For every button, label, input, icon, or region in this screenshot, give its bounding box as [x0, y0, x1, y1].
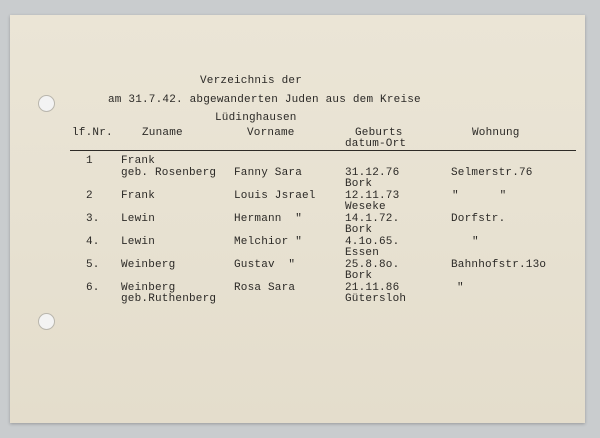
row-6-vorname: Rosa Sara	[234, 282, 296, 294]
row-2-vorname: Louis Jsrael	[234, 190, 316, 202]
row-6-zuname: Weinberg	[121, 282, 176, 294]
column-header-datum-ort: datum-Ort	[345, 138, 407, 150]
column-header-wohnung: Wohnung	[472, 127, 520, 139]
row-3-zuname: Lewin	[121, 213, 156, 225]
row-6-wohnung: "	[457, 282, 464, 294]
row-6-datum: 21.11.86	[345, 282, 400, 294]
row-5-datum: 25.8.8o.	[345, 259, 400, 271]
row-2-ort: Weseke	[345, 201, 386, 213]
row-2-nr: 2	[86, 190, 93, 202]
row-5-wohnung: Bahnhofstr.13o	[451, 259, 547, 271]
row-3-datum: 14.1.72.	[345, 213, 400, 225]
row-5-vorname: Gustav "	[234, 259, 296, 271]
row-2-datum: 12.11.73	[345, 190, 400, 202]
row-4-vorname: Melchior "	[234, 236, 303, 248]
row-3-vorname: Hermann "	[234, 213, 303, 225]
row-5-zuname: Weinberg	[121, 259, 176, 271]
punch-hole-top	[38, 95, 55, 112]
row-5-nr: 5.	[86, 259, 100, 271]
title-line-1: Verzeichnis der	[200, 75, 303, 87]
row-1-wohnung: Selmerstr.76	[451, 167, 533, 179]
row-4-zuname: Lewin	[121, 236, 156, 248]
row-4-wohnung: "	[472, 236, 479, 248]
column-header-nr: lf.Nr.	[72, 127, 113, 139]
row-3-nr: 3.	[86, 213, 100, 225]
row-2-wohnung: " "	[452, 190, 507, 202]
column-header-zuname: Zuname	[142, 127, 183, 139]
column-header-vorname: Vorname	[247, 127, 295, 139]
title-line-3: Lüdinghausen	[215, 112, 297, 124]
row-1-ort: Bork	[345, 178, 373, 190]
row-4-datum: 4.1o.65.	[345, 236, 400, 248]
row-1-nr: 1	[86, 155, 93, 167]
row-1-datum: 31.12.76	[345, 167, 400, 179]
row-6-nr: 6.	[86, 282, 100, 294]
header-rule	[70, 150, 576, 151]
column-header-geburts: Geburts	[355, 127, 403, 139]
row-4-ort: Essen	[345, 247, 380, 259]
row-5-ort: Bork	[345, 270, 373, 282]
row-3-ort: Bork	[345, 224, 373, 236]
row-1-zuname-2: geb. Rosenberg	[121, 167, 217, 179]
row-6-ort: Gütersloh	[345, 293, 407, 305]
row-4-nr: 4.	[86, 236, 100, 248]
punch-hole-bottom	[38, 313, 55, 330]
row-1-zuname: Frank	[121, 155, 156, 167]
row-1-vorname: Fanny Sara	[234, 167, 303, 179]
row-3-wohnung: Dorfstr.	[451, 213, 506, 225]
row-2-zuname: Frank	[121, 190, 156, 202]
row-6-zuname-2: geb.Ruthenberg	[121, 293, 217, 305]
title-line-2: am 31.7.42. abgewanderten Juden aus dem Kreise	[108, 94, 421, 106]
